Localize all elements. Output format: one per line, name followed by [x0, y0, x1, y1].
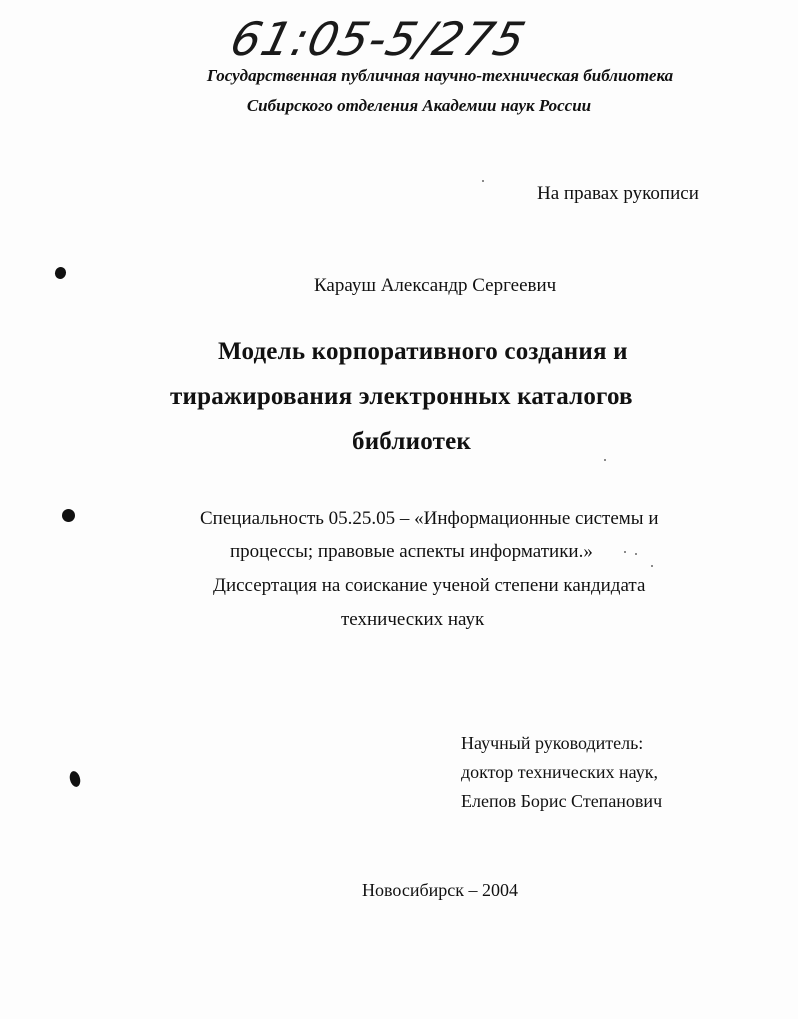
author-name: Карауш Александр Сергеевич [314, 275, 557, 296]
punch-hole-mark [68, 770, 82, 788]
handwritten-call-number: 61:05-5/275 [225, 12, 532, 66]
specialty-line2: процессы; правовые аспекты информатики.» [230, 541, 593, 562]
dissertation-title-line1: Модель корпоративного создания и [218, 338, 628, 365]
scan-speck [635, 553, 637, 555]
punch-hole-mark [62, 509, 75, 522]
manuscript-rights-note: На правах рукописи [537, 183, 699, 204]
library-name-line2: Сибирского отделения Академии наук России [246, 96, 592, 115]
supervisor-label: Научный руководитель: [461, 733, 644, 753]
degree-line1: Диссертация на соискание ученой степени кандидата [213, 575, 646, 596]
supervisor-degree: доктор технических наук, [461, 762, 658, 782]
specialty-line1: Специальность 05.25.05 – «Информационные системы и [200, 508, 659, 529]
dissertation-title-line2: тиражирования электронных каталогов [170, 383, 633, 410]
scan-speck [482, 180, 484, 182]
dissertation-title-line3: библиотек [352, 428, 471, 455]
degree-line2: технических наук [341, 609, 485, 630]
scan-speck [624, 551, 626, 553]
supervisor-name: Елепов Борис Степанович [461, 791, 663, 811]
scan-speck [604, 459, 606, 461]
scan-speck [651, 565, 653, 567]
library-name-line1: Государственная публичная научно-техническая библиотека [206, 66, 674, 85]
punch-hole-mark [53, 265, 67, 280]
place-and-year: Новосибирск – 2004 [362, 880, 518, 900]
